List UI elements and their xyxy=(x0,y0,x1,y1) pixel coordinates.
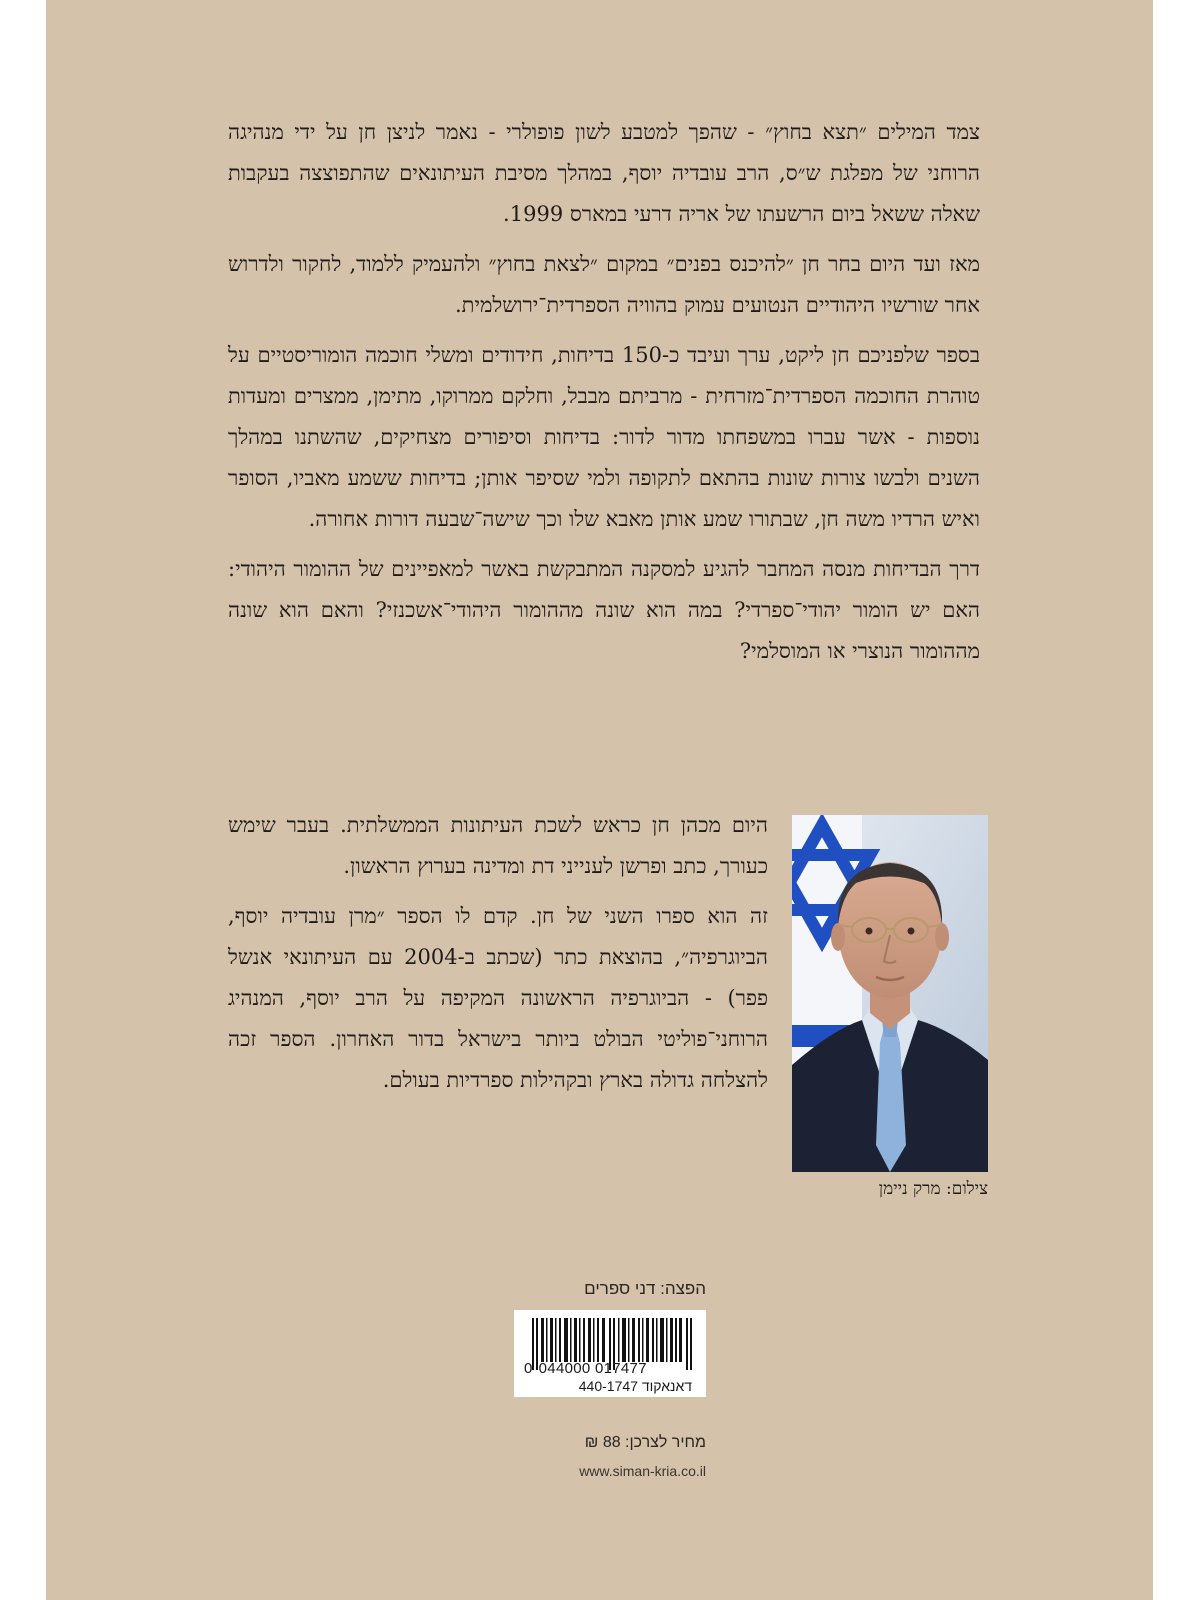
bio-paragraph: היום מכהן חן כראש לשכת העיתונות הממשלתית. בעבר שימש כעורך, כתב ופרשן לענייני דת ומדינה בערוץ הראשון. xyxy=(228,813,768,878)
bio-paragraph: זה הוא ספרו השני של חן. קדם לו הספר ״מרן עובדיה יוסף, הביוגרפיה״, בהוצאת כתר (שכתב ב-2004 עם העיתונאי אנשל פפר) - הביוגרפיה הראשונה המקיפה על הרב יוסף, המנהיג הרוחני־פוליטי הבולט ביותר בישראל בדור האחרון. הספר זכה להצלחה גדולה בארץ ובקהילות ספרדיות בעולם. xyxy=(228,904,768,1092)
blurb-paragraph: בספר שלפניכם חן ליקט, ערך ועיבד כ-150 בדיחות, חידודים ומשלי חוכמה הומוריסטיים על טוהרת החוכמה הספרדית־מזרחית - מרביתם מבבל, וחלקם ממרוקו, מתימן, ממצרים ומעדות נוספות - אשר עברו במשפחתו מדור לדור: בדיחות וסיפורים מצחיקים, שהשתנו במהלך השנים ולבשו צורות שונות בהתאם לתקופה ולמי שסיפר אותן; בדיחות ששמע מאביו, הסופר ואיש הרדיו משה חן, שבתורו שמע אותן מאבא שלו וכך שישה־שבעה דורות אחורה. xyxy=(228,343,980,531)
photo-credit: צילום: מרק ניימן xyxy=(878,1179,988,1199)
retail-price: מחיר לצרכן: 88 ₪ xyxy=(584,1434,706,1451)
blurb-text xyxy=(228,112,980,681)
distribution-label: הפצה: דני ספרים xyxy=(584,1279,706,1298)
blurb-paragraph: מאז ועד היום בחר חן ״להיכנס בפנים״ במקום ״לצאת בחוץ״ ולהעמיק ללמוד, לחקור ולדרוש אחר שורשיו היהודיים הנטועים עמוק בהוויה הספרדית־ירושלמית. xyxy=(228,252,980,317)
publisher-website: www.siman-kria.co.il xyxy=(579,1463,706,1479)
danacode: דאנאקוד 440-1747 xyxy=(578,1378,692,1394)
author-bio xyxy=(228,805,768,1110)
barcode xyxy=(514,1310,706,1397)
barcode-digits: 044000 017477 xyxy=(538,1360,647,1377)
barcode-lead-digit: 0 xyxy=(524,1360,533,1377)
book-back-cover xyxy=(46,0,1153,1600)
blurb-paragraph: צמד המילים ״תצא בחוץ״ - שהפך למטבע לשון פופולרי - נאמר לניצן חן על ידי מנהיגה הרוחני של מפלגת ש״ס, הרב עובדיה יוסף, במהלך מסיבת העיתונאים שהתפוצצה בעקבות שאלה ששאל ביום הרשעתו של אריה דרעי במארס 1999. xyxy=(228,120,980,226)
portrait-image xyxy=(792,815,988,1172)
author-photo xyxy=(792,815,988,1172)
barcode-number xyxy=(524,1360,696,1377)
blurb-paragraph: דרך הבדיחות מנסה המחבר להגיע למסקנה המתבקשת באשר למאפיינים של ההומור היהודי: האם יש הומור יהודי־ספרדי? במה הוא שונה מההומור היהודי־אשכנזי? והאם הוא שונה מההומור הנוצרי או המוסלמי? xyxy=(228,557,980,663)
